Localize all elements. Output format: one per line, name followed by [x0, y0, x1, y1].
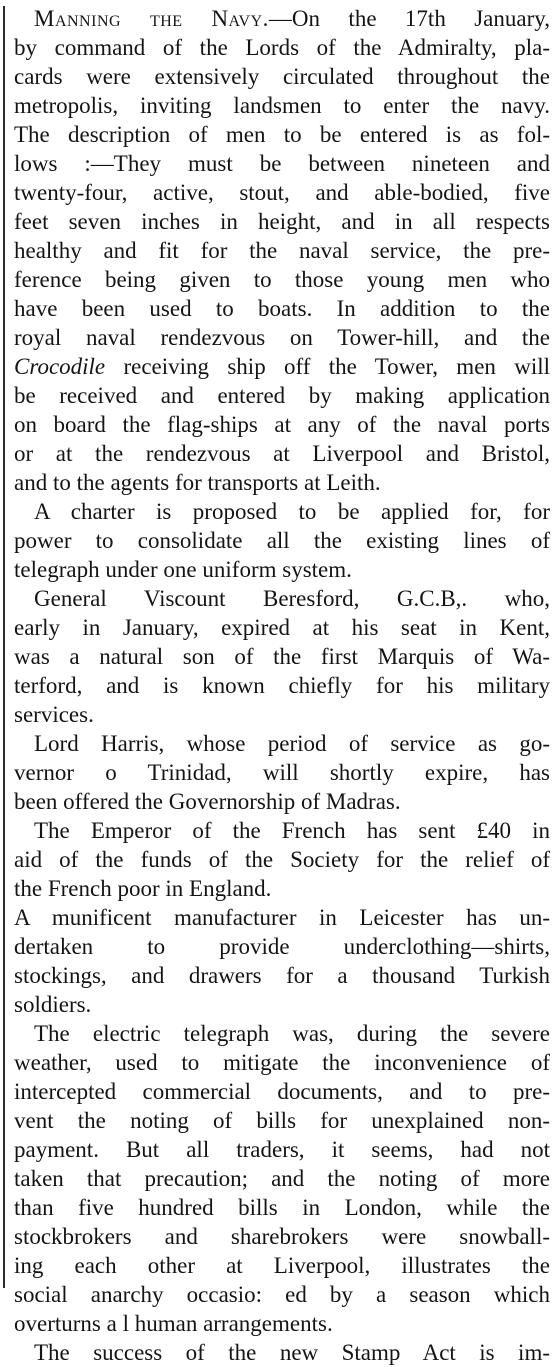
text-line: The Emperor of the French has sent £40 in [34, 818, 550, 843]
paragraph-manning-the-navy [14, 4, 550, 497]
text-line: have been used to boats. In addition to the [14, 296, 550, 321]
text-line: than five hundred bills in London, while the [14, 1195, 550, 1220]
text-line: cards were extensively circulated throughout the [14, 64, 550, 89]
paragraph-stamp-act [14, 1338, 550, 1367]
paragraph-leicester-manufacturer [14, 903, 550, 1019]
text-line: power to consolidate all the existing lines of [14, 528, 550, 553]
text-line: and to the agents for transports at Leith. [14, 470, 381, 495]
text-line: was a natural son of the first Marquis of Wa- [14, 644, 550, 669]
ship-name: Crocodile [14, 354, 106, 379]
paragraph-emperor-donation [14, 816, 550, 903]
text-line: royal naval rendezvous on Tower-hill, and the [14, 325, 550, 350]
text-line: soldiers. [14, 992, 92, 1017]
text-line: be received and entered by making application [14, 383, 550, 408]
text-line: payment. But all traders, it seems, had not [14, 1137, 550, 1162]
text-line: early in January, expired at his seat in Kent, [14, 615, 550, 640]
text-line: the French poor in England. [14, 876, 272, 901]
text-line: Lord Harris, whose period of service as go- [34, 731, 550, 756]
text-line: A charter is proposed to be applied for, for [34, 499, 550, 524]
text-line: metropolis, inviting landsmen to enter the navy. [14, 93, 550, 118]
text-line: weather, used to mitigate the inconvenience of [14, 1050, 550, 1075]
text-line: been offered the Governorship of Madras. [14, 789, 401, 814]
text-line: intercepted commercial documents, and to pre- [14, 1079, 550, 1104]
text-line: terford, and is known chiefly for his military [14, 673, 550, 698]
paragraph-telegraph-charter [14, 497, 550, 584]
text-line: healthy and fit for the naval service, the pre- [14, 238, 550, 263]
text-line: services. [14, 702, 94, 727]
text-line: dertaken to provide underclothing—shirts, [14, 934, 550, 959]
article-column [14, 4, 550, 1367]
text-line: stockings, and drawers for a thousand Turkish [14, 963, 550, 988]
text-line: by command of the Lords of the Admiralty, pla- [14, 35, 550, 60]
text-line: The success of the new Stamp Act is im- [34, 1340, 550, 1365]
text-line: taken that precaution; and the noting of more [14, 1166, 550, 1191]
text-line: ing each other at Liverpool, illustrates the [14, 1253, 550, 1278]
text-line: on board the flag-ships at any of the naval ports [14, 412, 550, 437]
text-line: vernor o Trinidad, will shortly expire, has [14, 760, 550, 785]
text-line: or at the rendezvous at Liverpool and Bristol, [14, 441, 550, 466]
text-line-content: —On the 17th January, [268, 6, 550, 31]
text-line [14, 352, 550, 381]
text-line: social anarchy occasio: ed by a season which [14, 1282, 550, 1307]
text-line: aid of the funds of the Society for the relief of [14, 847, 550, 872]
text-line [14, 4, 550, 33]
text-line: vent the noting of bills for unexplained non- [14, 1108, 550, 1133]
paragraph-electric-telegraph [14, 1019, 550, 1338]
text-line: feet seven inches in height, and in all respects [14, 209, 550, 234]
column-rule [3, 6, 5, 1288]
text-line: stockbrokers and sharebrokers were snowball- [14, 1224, 550, 1249]
section-heading: Manning the Navy. [34, 6, 269, 31]
text-line: twenty-four, active, stout, and able-bodied, five [14, 180, 550, 205]
text-line-content: receiving ship off the Tower, men will [123, 354, 550, 379]
text-line: General Viscount Beresford, G.C.B,. who, [34, 586, 550, 611]
paragraph-beresford [14, 584, 550, 729]
text-line: The description of men to be entered is as fol- [14, 122, 550, 147]
text-line: A munificent manufacturer in Leicester has un- [14, 905, 550, 930]
text-line: overturns a l human arrangements. [14, 1311, 333, 1336]
paragraph-lord-harris [14, 729, 550, 816]
text-line: lows :—They must be between nineteen and [14, 151, 550, 176]
text-line: The electric telegraph was, during the severe [34, 1021, 550, 1046]
text-line: ference being given to those young men who [14, 267, 550, 292]
text-line: telegraph under one uniform system. [14, 557, 352, 582]
